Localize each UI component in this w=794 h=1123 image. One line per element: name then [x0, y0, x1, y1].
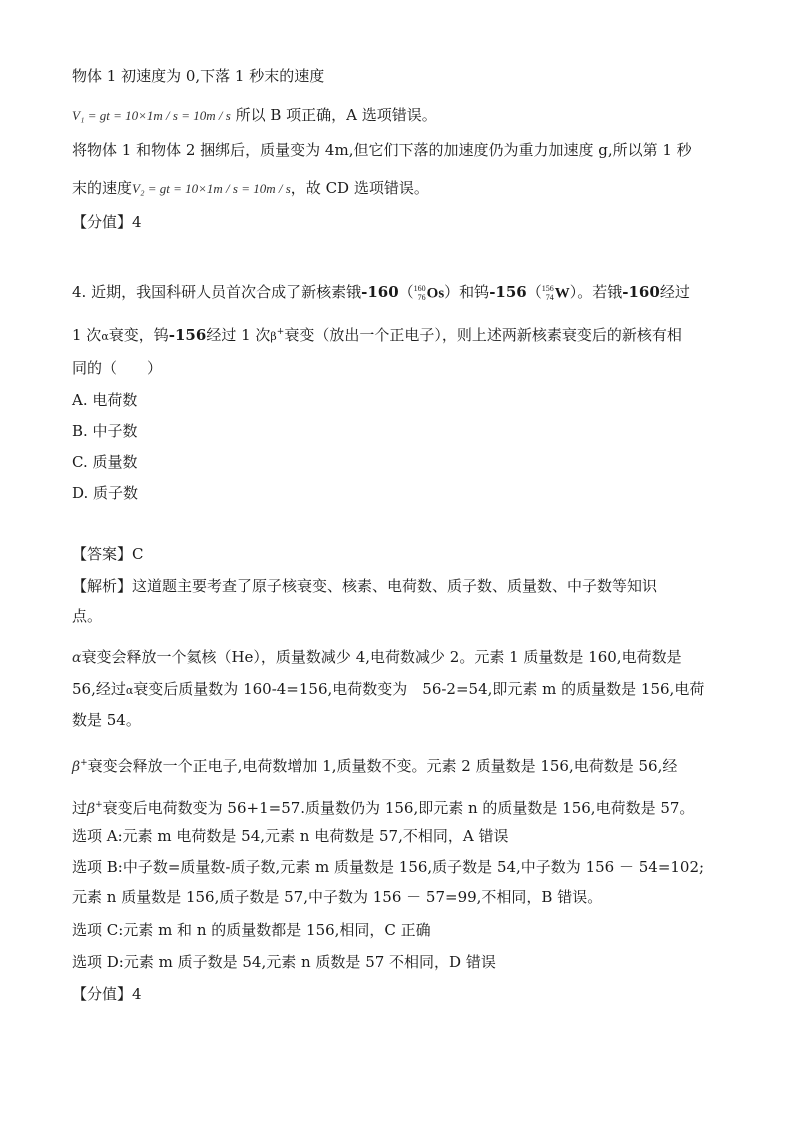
- prev-line-2-text: 所以 B 项正确，A 选项错误。: [235, 106, 437, 124]
- w-label: -156: [489, 283, 527, 301]
- q4-l2-a: 1 次: [72, 326, 102, 344]
- tungsten-nuclide: [542, 283, 570, 304]
- analysis-head: 【解析】这道题主要考查了原子核衰变、核素、电荷数、质子数、质量数、中子数等知识: [72, 577, 658, 595]
- beta-symbol-3: β: [87, 801, 96, 817]
- option-d: D. 质子数: [72, 484, 139, 502]
- os-symbol: Os: [426, 285, 445, 302]
- prev-line-4-a: 末的速度: [72, 179, 133, 197]
- analysis-p1-e: 衰变后质量数为 160-4=156,电荷数变为 56-2=54,即元素 m 的质量数是 156,电荷: [133, 680, 705, 698]
- q4-line-1: 4. 近期，我国科研人员首次合成了新核素锇-160（ 160 76 Os）和钨-156（ 156 74 W）。若锇-160经过: [72, 283, 690, 303]
- os-label-2: -160: [622, 283, 660, 301]
- os-mass: 160: [413, 284, 426, 294]
- analysis-p1-c: 56,经过: [72, 680, 126, 698]
- q4-text-b: ）和钨: [444, 283, 490, 301]
- osmium-nuclide: [414, 283, 445, 304]
- q4-line-2: [72, 322, 682, 347]
- velocity-equation-1: V₁ = gt = 10×1m / s = 10m / s: [72, 108, 231, 123]
- answer: 【答案】C: [72, 545, 144, 563]
- os-z: 76: [417, 293, 426, 303]
- q4-line-3: 同的（ ）: [72, 359, 163, 377]
- q4-text-c: ）。若锇: [569, 283, 623, 301]
- analysis-option-b-2: 元素 n 质量数是 156,质子数是 57,中子数为 156 － 57=99,不相同，B 错误。: [72, 888, 603, 906]
- prev-score: 【分值】4: [72, 213, 142, 231]
- q4-text-a: 4. 近期，我国科研人员首次合成了新核素锇: [72, 283, 362, 301]
- alpha-symbol: α: [101, 330, 109, 343]
- q4-l2-c: 经过 1 次: [206, 326, 271, 344]
- analysis-p1-line-1: [72, 647, 682, 668]
- analysis-p2-c: 过: [72, 799, 88, 817]
- analysis-option-c: 选项 C:元素 m 和 n 的质量数都是 156,相同，C 正确: [72, 921, 431, 939]
- w-mass: 156: [541, 284, 554, 294]
- prev-line-2: [72, 105, 437, 126]
- velocity-equation-2: V₂ = gt = 10×1m / s = 10m / s: [132, 181, 291, 196]
- alpha-symbol-2: α: [72, 650, 82, 666]
- alpha-symbol-3: α: [125, 684, 134, 697]
- analysis-score: 【分值】4: [72, 985, 142, 1003]
- prev-line-1: 物体 1 初速度为 0,下落 1 秒末的速度: [72, 67, 325, 85]
- beta-symbol: β: [270, 330, 277, 343]
- analysis-option-a: 选项 A:元素 m 电荷数是 54,元素 n 电荷数是 57,不相同，A 错误: [72, 827, 509, 845]
- option-b: B. 中子数: [72, 422, 138, 440]
- q4-l2-b: 衰变，钨: [108, 326, 169, 344]
- prev-line-3: 将物体 1 和物体 2 捆绑后，质量变为 4m,但它们下落的加速度仍为重力加速度 g,所以第 1 秒: [72, 141, 692, 159]
- analysis-head-2: 点。: [72, 607, 103, 625]
- beta-plus-3: +: [95, 800, 103, 810]
- beta-plus-2: +: [80, 758, 88, 768]
- analysis-p1-line-3: 数是 54。: [72, 711, 141, 729]
- beta-symbol-2: β: [72, 759, 81, 775]
- analysis-p1-line-2: [72, 679, 704, 701]
- beta-plus: +: [276, 327, 285, 337]
- analysis-option-b-1: 选项 B:中子数=质量数-质子数,元素 m 质量数是 156,质子数是 54,中子数为 156 － 54=102;: [72, 858, 705, 876]
- prev-line-4: [72, 178, 429, 199]
- analysis-p2-line-1: [72, 753, 677, 777]
- option-c: C. 质量数: [72, 453, 138, 471]
- w-z: 74: [545, 293, 554, 303]
- q4-text-d: 经过: [659, 283, 690, 301]
- analysis-p2-b: 衰变会释放一个正电子,电荷数增加 1,质量数不变。元素 2 质量数是 156,电荷数是 56,经: [87, 757, 678, 775]
- q4-l2-d: 衰变（放出一个正电子），则上述两新核素衰变后的新核有相: [284, 326, 682, 344]
- option-a: A. 电荷数: [72, 391, 138, 409]
- prev-line-4-b: ，故 CD 选项错误。: [290, 179, 429, 197]
- analysis-p2-line-2: [72, 795, 694, 819]
- os-label: -160: [361, 283, 399, 301]
- w-label-2: -156: [168, 326, 207, 344]
- w-symbol: W: [554, 285, 570, 302]
- analysis-p2-e: 衰变后电荷数变为 56+1=57.质量数仍为 156,即元素 n 的质量数是 156,电荷数是 57。: [102, 799, 695, 817]
- analysis-p1-b: 衰变会释放一个氦核（He），质量数减少 4,电荷数减少 2。元素 1 质量数是 160,电荷数是: [81, 648, 682, 666]
- analysis-option-d: 选项 D:元素 m 质子数是 54,元素 n 质数是 57 不相同，D 错误: [72, 953, 496, 971]
